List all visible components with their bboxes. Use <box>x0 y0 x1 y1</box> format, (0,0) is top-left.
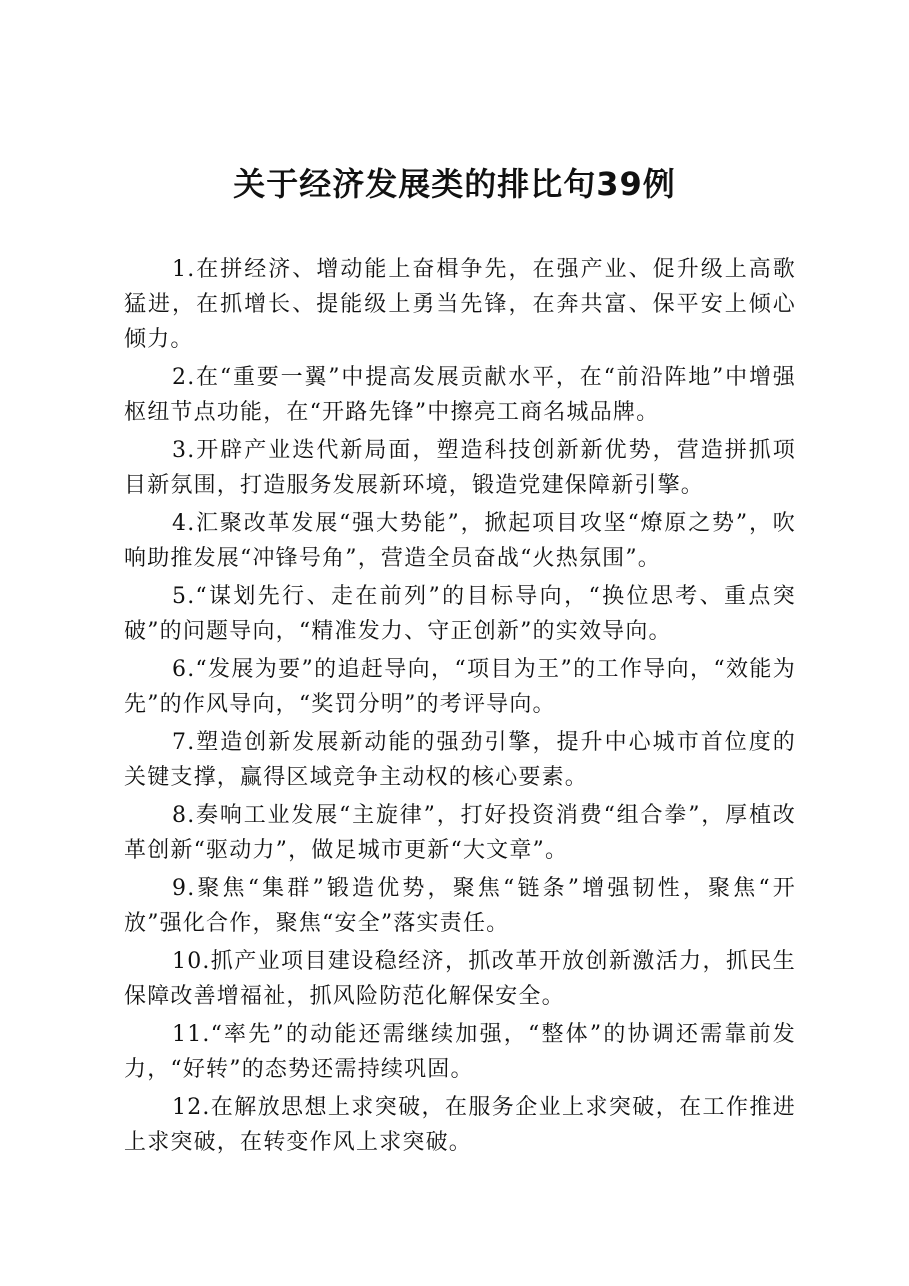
paragraph-10: 10.抓产业项目建设稳经济，抓改革开放创新激活力，抓民生保障改善增福祉，抓风险防范化解保安全。 <box>124 949 796 1009</box>
paragraph-9: 9.聚焦“集群”锻造优势，聚焦“链条”增强韧性，聚焦“开放”强化合作，聚焦“安全”落实责任。 <box>124 876 796 936</box>
document-body <box>124 252 796 1163</box>
document-title: 关于经济发展类的排比句39例 <box>233 165 676 203</box>
paragraph-7: 7.塑造创新发展新动能的强劲引擎，提升中心城市首位度的关键支撑，赢得区域竞争主动权的核心要素。 <box>124 730 796 790</box>
paragraph-5: 5.“谋划先行、走在前列”的目标导向，“换位思考、重点突破”的问题导向，“精准发力、守正创新”的实效导向。 <box>124 584 796 644</box>
paragraph-6: 6.“发展为要”的追赶导向，“项目为王”的工作导向，“效能为先”的作风导向，“奖罚分明”的考评导向。 <box>124 657 796 717</box>
paragraph-2: 2.在“重要一翼”中提高发展贡献水平，在“前沿阵地”中增强枢纽节点功能，在“开路先锋”中擦亮工商名城品牌。 <box>124 365 796 425</box>
paragraph-1: 1.在拼经济、增动能上奋楫争先，在强产业、促升级上高歌猛进，在抓增长、提能级上勇当先锋，在奔共富、保平安上倾心倾力。 <box>124 257 796 352</box>
paragraph-8: 8.奏响工业发展“主旋律”，打好投资消费“组合拳”，厚植改革创新“驱动力”，做足城市更新“大文章”。 <box>124 803 796 863</box>
paragraph-11: 11.“率先”的动能还需继续加强，“整体”的协调还需靠前发力，“好转”的态势还需持续巩固。 <box>124 1022 796 1082</box>
paragraph-3: 3.开辟产业迭代新局面，塑造科技创新新优势，营造拼抓项目新氛围，打造服务发展新环境，锻造党建保障新引擎。 <box>124 438 796 498</box>
paragraph-4: 4.汇聚改革发展“强大势能”，掀起项目攻坚“燎原之势”，吹响助推发展“冲锋号角”，营造全员奋战“火热氛围”。 <box>124 511 796 571</box>
paragraph-12: 12.在解放思想上求突破，在服务企业上求突破，在工作推进上求突破，在转变作风上求突破。 <box>124 1095 796 1155</box>
